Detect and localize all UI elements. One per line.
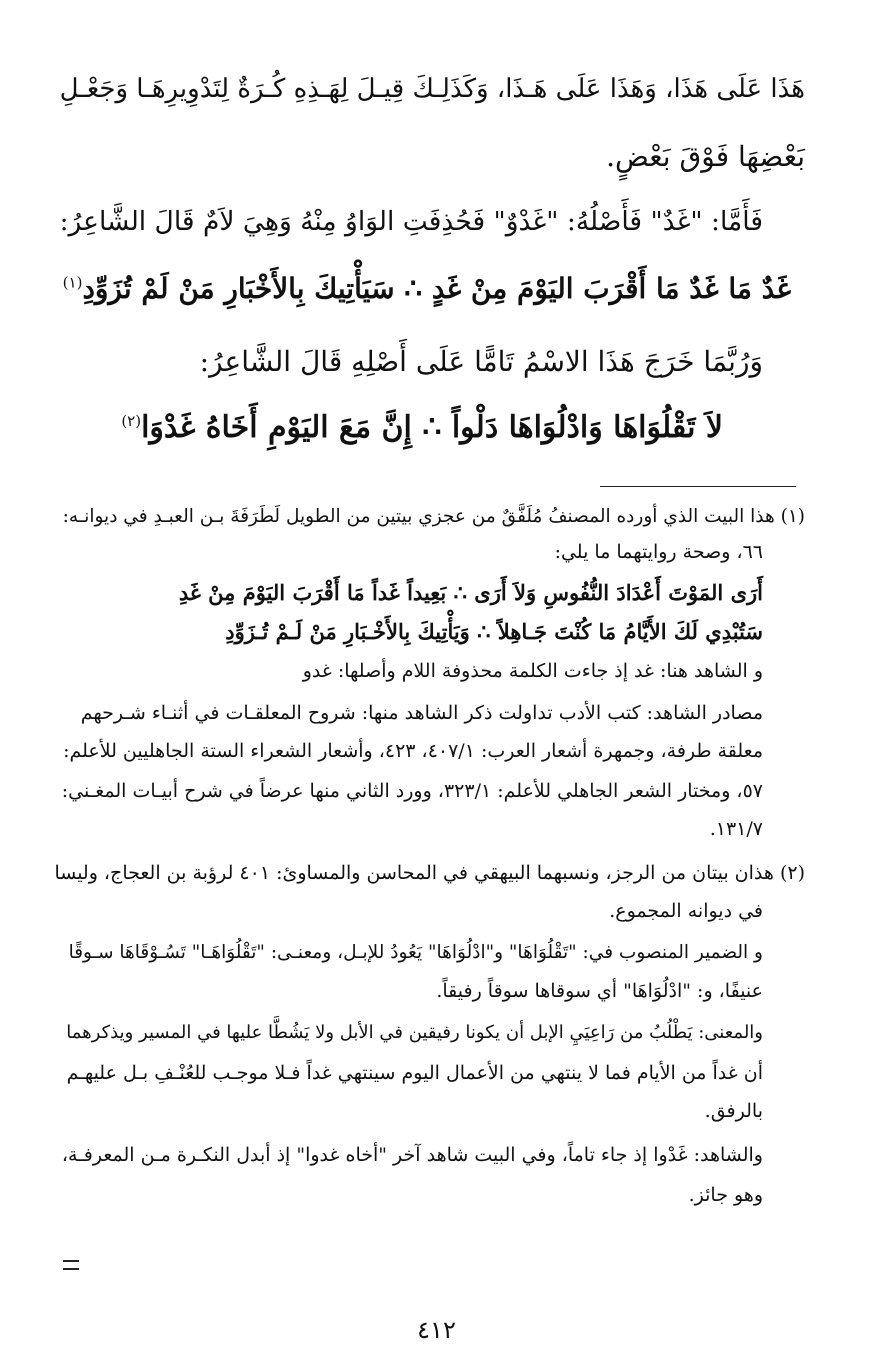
footnote-ref: (٢)	[121, 412, 142, 430]
main-text-line: بَعْضِهَا فَوْقَ بَعْضٍ.	[606, 140, 805, 173]
footnote-line: معلقة طرفة، وجمهرة أشعار العرب: ٤٠٧/١، ٤٢٣، وأشعار الشعراء الستة الجاهليين للأعلم:	[63, 740, 763, 762]
verse-text: غَدٌ مَا غَدٌ مَا أَقْرَبَ اليَوْمَ مِنْ غَدٍ ∴ سَيَأْتِيكَ بِالأَخْبَارِ مَنْ لَمْ تُزَوِّدِ	[82, 272, 791, 305]
footnote-line: والمعنى: يَطْلُبُ من رَاعِيَيِ الإبل أن يكونا رفيقين في الأبل ولا يَشُطَّا عليها في المسير ويذكرهما	[66, 1022, 763, 1043]
footnote-line: (١) هذا البيت الذي أورده المصنفُ مُلَفَّقٌ من عجزي بيتين من الطويل لَطَرَفَةَ بـن العبـدِ في ديوانـه:	[62, 506, 805, 527]
main-text-line: وَرُبَّمَا خَرَجَ هَذَا الاسْمُ تَامًّا عَلَى أَصْلِهِ قَالَ الشَّاعِرُ:	[199, 345, 763, 378]
footnote-line: والشاهد: غَدْوا إذ جاء تاماً، وفي البيت شاهد آخر "أخاه غدوا" إذ أبدل النكـرة مـن المعرفـة،	[61, 1144, 763, 1166]
continuation-marker	[63, 1260, 79, 1270]
footnote-verse: سَتُبْدِي لَكَ الأَيَّامُ مَا كُنْتَ جَـاهِلاً ∴ وَيَأْتِيكَ بِالأَخْـبَارِ مَنْ لَـمْ تُـزَوِّدِ	[225, 619, 763, 644]
footnote-ref: (١)	[62, 273, 83, 292]
footnote-line: ١٣١/٧.	[709, 818, 763, 840]
footnote-line: مصادر الشاهد: كتب الأدب تداولت ذكر الشاهد منها: شروح المعلقـات في أثنـاء شـرحهم	[80, 702, 763, 724]
footnote-line: و الضمير المنصوب في: "تَقْلُوَاهَا" و"ادْلُوَاهَا" يَعُودُ للإبـل، ومعنـى: "تَقْلُوَاهَـا" تَسُـوْقَاهَا سـوقًا	[68, 942, 763, 963]
footnote-line: في ديوانه المجموع.	[609, 900, 763, 922]
footnote-line: بالرفق.	[704, 1100, 763, 1122]
footnote-line: أن غداً من الأيام فما لا ينتهي من الأعمال اليوم سينتهي غداً فـلا موجـب للعُنْـفِ بـل عليهـم	[66, 1062, 763, 1084]
footnote-line: ٥٧، ومختار الشعر الجاهلي للأعلم: ٣٢٣/١، وورد الثاني منها عرضاً في شرح أبيـات المغـني:	[61, 780, 763, 802]
footnote-verse: أَرَى المَوْتَ أَعْدَادَ النُّفُوسِ وَلاَ أَرَى ∴ بَعِيداً غَداً مَا أَقْرَبَ اليَوْمَ مِنْ غَدِ	[178, 580, 763, 605]
footnote-line: وهو جائز.	[688, 1184, 763, 1206]
footnote-line: ٦٦، وصحة روايتهما ما يلي:	[554, 541, 763, 563]
footnote-separator	[600, 486, 796, 487]
page-number: ٤١٢	[417, 1316, 456, 1344]
main-text-line: فَأَمَّا: "غَدٌ" فَأَصْلُهُ: "غَدْوٌ" فَحُذِفَتِ الوَاوُ مِنْهُ وَهِيَ لاَمٌ قَالَ الشَّاعِرُ:	[59, 206, 763, 237]
poem-verse	[55, 410, 723, 446]
footnote-line: (٢) هذان بيتان من الرجز، ونسبهما البيهقي في المحاسن والمساوئ: ٤٠١ لرؤبة بن العجاج، وليسا	[54, 862, 805, 884]
footnote-line: عنيفًا، و: "ادْلُوَاهَا" أي سوقاها سوقاً رفيقاً.	[436, 980, 763, 1002]
poem-verse	[55, 272, 791, 306]
footnote-line: و الشاهد هنا: غد إذ جاءت الكلمة محذوفة اللام وأصلها: غدو	[302, 660, 763, 682]
verse-text: لاَ تَقْلُوَاهَا وَادْلُوَاهَا دَلْواً ∴ إِنَّ مَعَ اليَوْمِ أَخَاهُ غَدْوَا	[141, 410, 723, 445]
main-text-line: هَذَا عَلَى هَذَا، وَهَذَا عَلَى هَـذَا، وَكَذَلِـكَ قِيـلَ لِهَـذِهِ كُـرَةٌ لِتَدْوِيرِهَـا وَجَعْـلِ	[59, 74, 805, 104]
